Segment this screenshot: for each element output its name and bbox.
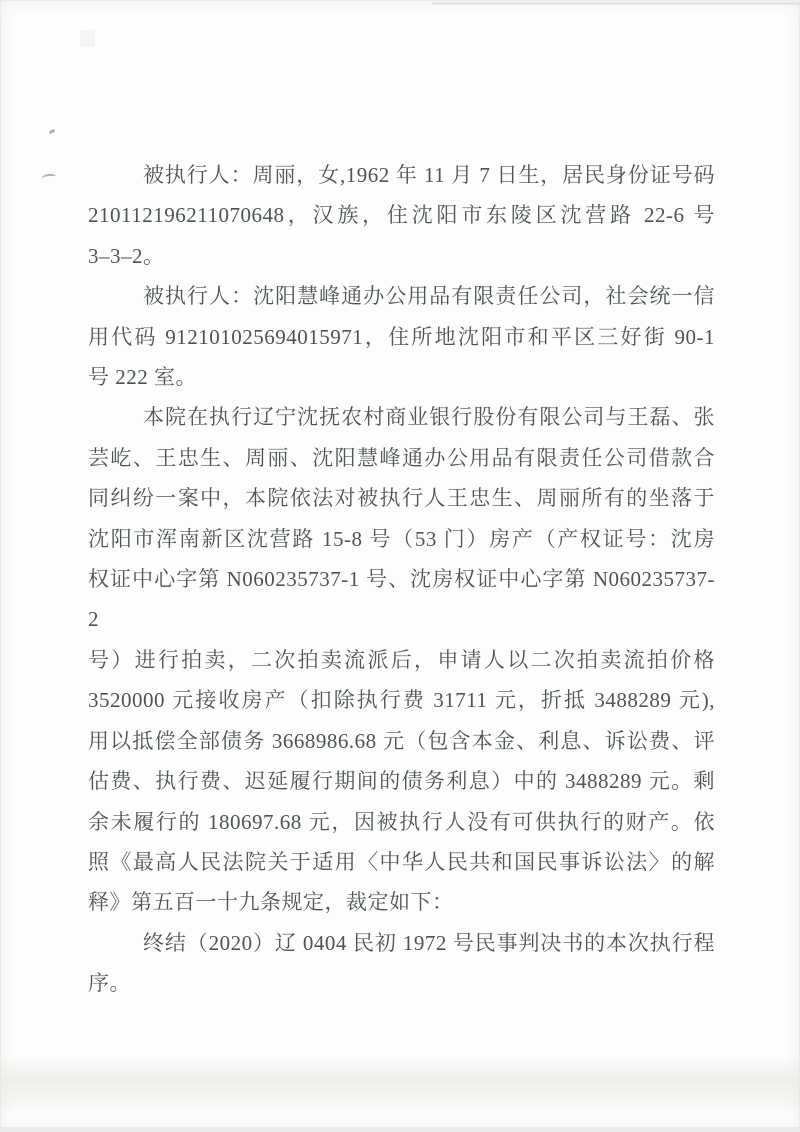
text-line: 权证中心字第 N060235737-1 号、沈房权证中心字第 N060235737-2 xyxy=(88,567,715,632)
text-line: 同纠纷一案中，本院依法对被执行人王忠生、周丽所有的坐落于 xyxy=(88,486,715,511)
text-line: 本院在执行辽宁沈抚农村商业银行股份有限公司与王磊、张 xyxy=(143,405,715,430)
text-line: 被执行人：沈阳慧峰通办公用品有限责任公司，社会统一信 xyxy=(143,284,715,309)
document-text xyxy=(88,155,715,1004)
text-line: 号）进行拍卖，二次拍卖流派后，申请人以二次拍卖流拍价格 xyxy=(88,647,715,672)
text-line: 210112196211070648，汉族，住沈阳市东陵区沈营路 22-6 号 xyxy=(88,203,715,228)
text-line: 照《最高人民法院关于适用〈中华人民共和国民事诉讼法〉的解 xyxy=(88,849,715,874)
text-line: 芸屹、王忠生、周丽、沈阳慧峰通办公用品有限责任公司借款合 xyxy=(88,445,715,470)
scan-edge-artifact xyxy=(432,2,800,5)
text-line: 估费、执行费、迟延履行期间的债务利息）中的 3488289 元。剩 xyxy=(88,769,715,794)
text-line: 被执行人：周丽，女,1962 年 11 月 7 日生，居民身份证号码 xyxy=(143,163,715,187)
paragraph-4 xyxy=(88,923,715,1004)
text-line: 号 222 室。 xyxy=(88,365,197,390)
paragraph-3 xyxy=(88,397,715,922)
text-line: 3–3–2。 xyxy=(88,243,165,268)
text-line: 用代码 912101025694015971，住所地沈阳市和平区三好街 90-1 xyxy=(88,324,715,349)
paragraph-1 xyxy=(88,155,715,276)
text-line: 3520000 元接收房产（扣除执行费 31711 元，折抵 3488289 元), xyxy=(88,688,715,713)
text-line: 用以抵偿全部债务 3668986.68 元（包含本金、利息、诉讼费、评 xyxy=(88,728,715,753)
page-bottom-edge xyxy=(0,1127,800,1132)
text-line: 余未履行的 180697.68 元，因被执行人没有可供执行的财产。依 xyxy=(88,809,715,834)
text-line: 沈阳市浑南新区沈营路 15-8 号（53 门）房产（产权证号：沈房 xyxy=(88,526,715,551)
text-line: 序。 xyxy=(88,971,131,996)
scan-speck xyxy=(42,173,57,181)
text-line: 释》第五百一十九条规定，裁定如下： xyxy=(88,890,454,915)
paragraph-2 xyxy=(88,276,715,397)
scan-speck xyxy=(49,129,55,135)
text-line: 终结（2020）辽 0404 民初 1972 号民事判决书的本次执行程 xyxy=(143,930,715,955)
scan-ghost-mark xyxy=(80,30,95,47)
scan-shadow-band xyxy=(0,1056,800,1110)
